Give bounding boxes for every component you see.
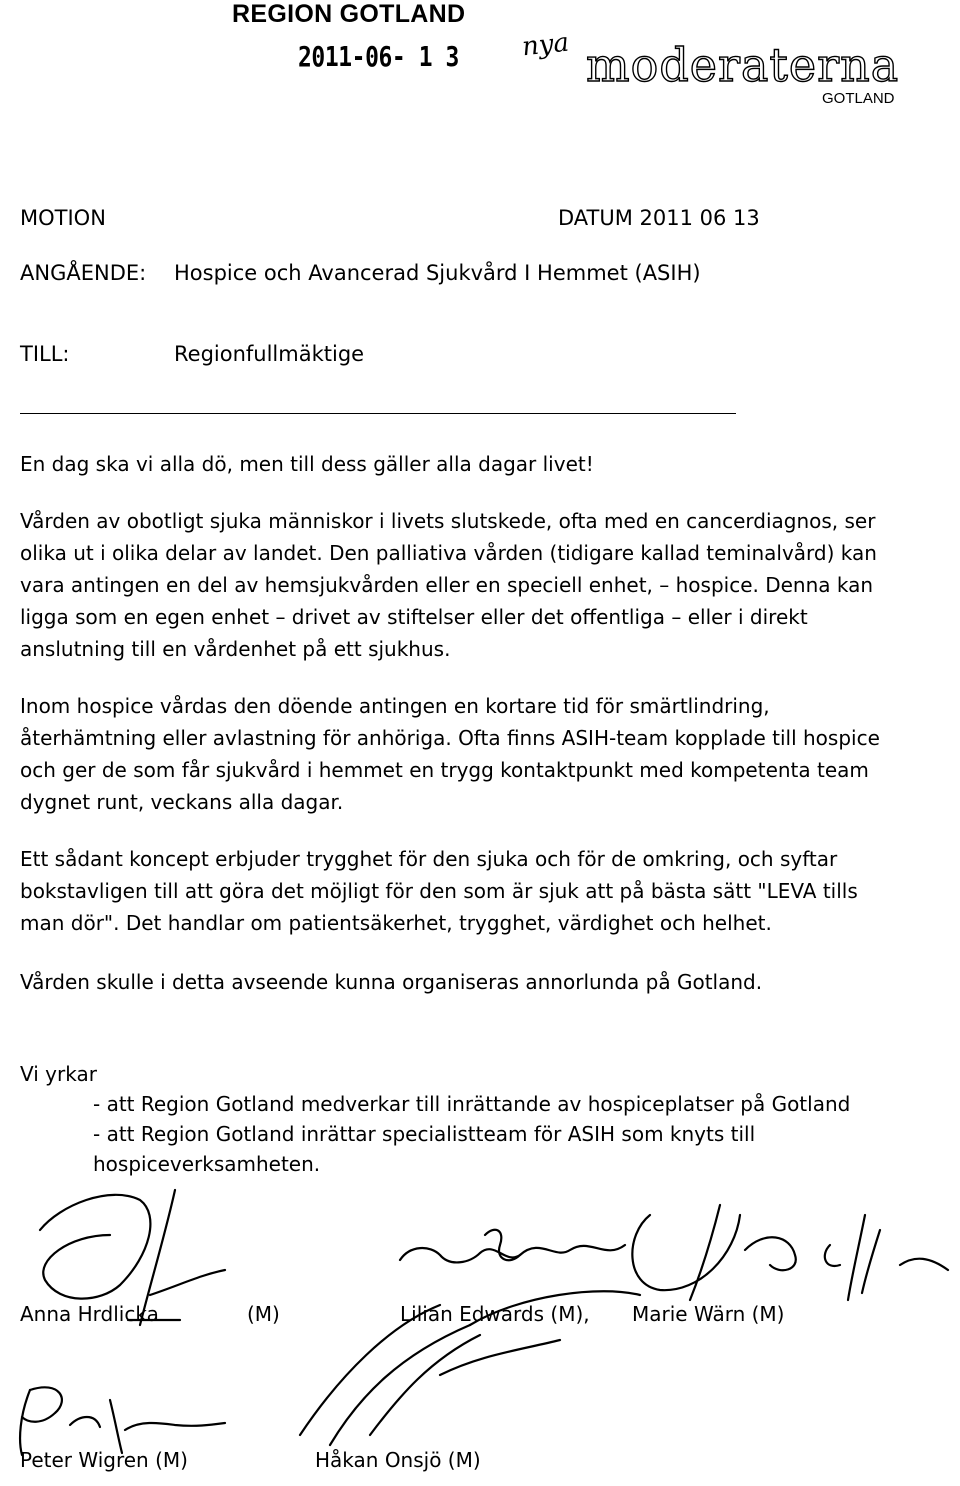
- text-line: återhämtning eller avlastning för anhöriga. Ofta finns ASIH-team kopplade till hospice: [20, 726, 880, 750]
- date-stamp: 2011-06- 1 3: [298, 40, 459, 73]
- demand-item: hospiceverksamheten.: [93, 1152, 321, 1176]
- document-type: MOTION: [20, 206, 106, 230]
- text-line: anslutning till en vårdenhet på ett sjukhus.: [20, 637, 451, 661]
- text-line: bokstavligen till att göra det möjligt för den som är sjuk att på bästa sätt "LEVA tills: [20, 879, 858, 903]
- recipient-label: TILL:: [20, 342, 70, 366]
- divider-line: [20, 413, 736, 414]
- signatory-peter: Peter Wigren (M): [20, 1448, 188, 1472]
- text-line: olika ut i olika delar av landet. Den palliativa vården (tidigare kallad teminalvård) kan: [20, 541, 877, 565]
- text-line: Vården av obotligt sjuka människor i livets slutskede, ofta med en cancerdiagnos, ser: [20, 509, 876, 533]
- signatory-anna: Anna Hrdlicka: [20, 1302, 159, 1326]
- subject-label: ANGÅENDE:: [20, 261, 147, 285]
- text-line: dygnet runt, veckans alla dagar.: [20, 790, 344, 814]
- text-line: ligga som en egen enhet – drivet av stiftelser eller det offentliga – eller i direkt: [20, 605, 808, 629]
- intro-line: En dag ska vi alla dö, men till dess gäller alla dagar livet!: [20, 452, 594, 476]
- demand-item: - att Region Gotland inrättar specialistteam för ASIH som knyts till: [93, 1122, 756, 1146]
- text-line: och ger de som får sjukvård i hemmet en trygg kontaktpunkt med kompetenta team: [20, 758, 869, 782]
- text-line: vara antingen en del av hemsjukvården eller en speciell enhet, – hospice. Denna kan: [20, 573, 874, 597]
- paragraph-4: Vården skulle i detta avseende kunna organiseras annorlunda på Gotland.: [20, 970, 763, 994]
- document-date: DATUM 2011 06 13: [558, 206, 760, 230]
- logo-prefix: nya: [520, 27, 571, 63]
- signatory-marie: Marie Wärn (M): [632, 1302, 785, 1326]
- signatory-anna-party: (M): [247, 1302, 280, 1326]
- handwritten-signatures: [0, 1175, 960, 1486]
- text-line: Ett sådant koncept erbjuder trygghet för den sjuka och för de omkring, och syftar: [20, 847, 838, 871]
- subject-text: Hospice och Avancerad Sjukvård I Hemmet (ASIH): [174, 261, 701, 285]
- region-header: REGION GOTLAND: [232, 0, 466, 28]
- text-line: man dör". Det handlar om patientsäkerhet, trygghet, värdighet och helhet.: [20, 911, 772, 935]
- paragraph-1: [20, 505, 950, 665]
- recipient-text: Regionfullmäktige: [174, 342, 365, 366]
- signatory-hakan: Håkan Onsjö (M): [315, 1448, 481, 1472]
- logo-region: GOTLAND: [822, 90, 895, 107]
- signatory-lilian: Lilian Edwards (M),: [400, 1302, 590, 1326]
- paragraph-3: [20, 843, 950, 939]
- paragraph-2: [20, 690, 950, 818]
- party-logo: moderaterna: [586, 38, 900, 92]
- demands-heading: Vi yrkar: [20, 1062, 97, 1086]
- text-line: Inom hospice vårdas den döende antingen en kortare tid för smärtlindring,: [20, 694, 770, 718]
- demand-item: - att Region Gotland medverkar till inrättande av hospiceplatser på Gotland: [93, 1092, 851, 1116]
